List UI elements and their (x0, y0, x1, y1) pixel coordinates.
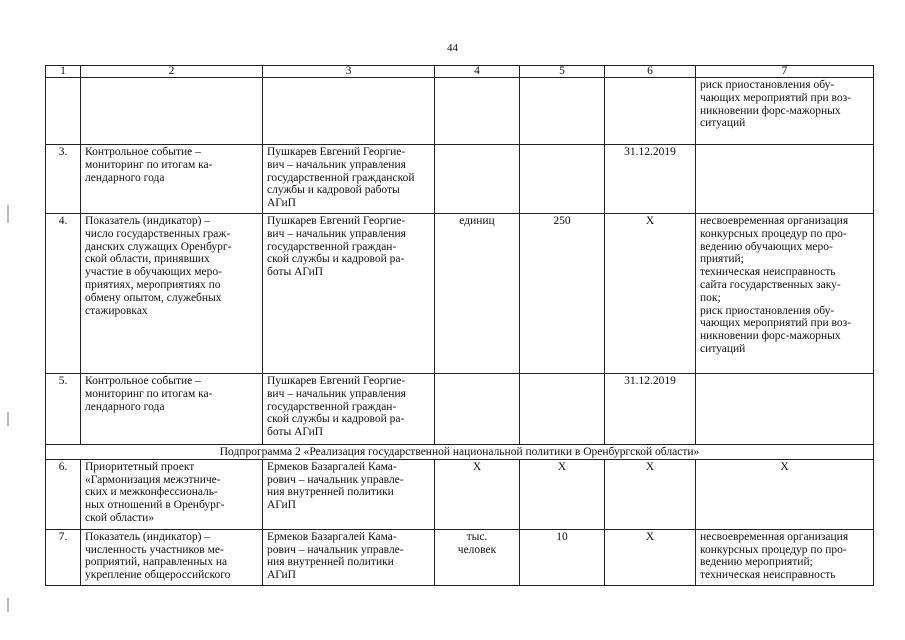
event-name: Показатель (индикатор) – число государственных граж- данских служащих Оренбург- ской области, принявших участие в обучающих меро- приятиях, мероприятиях по обмену опытом, служебных стажировках (81, 214, 263, 374)
unit (435, 78, 520, 145)
page-number: 44 (447, 42, 458, 54)
table-row (46, 214, 874, 374)
header-cell-3: 3 (263, 66, 435, 78)
header-cell-2: 2 (81, 66, 263, 78)
row-number: 4. (46, 214, 81, 374)
header-cell-4: 4 (435, 66, 520, 78)
event-name: Показатель (индикатор) – численность участников ме- роприятий, направленных на укрепление общероссийского (81, 529, 263, 585)
unit (435, 145, 520, 214)
value: 10 (520, 529, 605, 585)
risks (696, 145, 874, 214)
value: 250 (520, 214, 605, 374)
date (605, 78, 696, 145)
responsible-person: Пушкарев Евгений Георгие- вич – начальник управления государственной граждан- ской службы и кадровой ра- боты АГиП (263, 374, 435, 445)
date: 31.12.2019 (605, 145, 696, 214)
header-cell-7: 7 (696, 66, 874, 78)
header-row (46, 66, 874, 78)
unit: Х (435, 459, 520, 529)
date: Х (605, 214, 696, 374)
risks: Х (696, 459, 874, 529)
row-number: 5. (46, 374, 81, 445)
scan-edge-mark (7, 205, 9, 223)
responsible-person: Пушкарев Евгений Георгие- вич – начальник управления государственной гражданской службы и кадровой работы АГиП (263, 145, 435, 214)
value (520, 374, 605, 445)
header-cell-5: 5 (520, 66, 605, 78)
responsible-person: Ермеков Базаргалей Кама- рович – начальник управле- ния внутренней политики АГиП (263, 529, 435, 585)
unit: единиц (435, 214, 520, 374)
unit (435, 374, 520, 445)
table-row (46, 374, 874, 445)
header-cell-1: 1 (46, 66, 81, 78)
subprogram-row (46, 445, 874, 460)
event-name: Контрольное событие – мониторинг по итогам ка- лендарного года (81, 374, 263, 445)
risks: риск приостановления обу- чающих мероприятий при воз- никновении форс-мажорных ситуаций (696, 78, 874, 145)
date: 31.12.2019 (605, 374, 696, 445)
event-name: Контрольное событие – мониторинг по итогам ка- лендарного года (81, 145, 263, 214)
table-row (46, 529, 874, 585)
responsible-person: Пушкарев Евгений Георгие- вич – начальник управления государственной граждан- ской службы и кадровой ра- боты АГиП (263, 214, 435, 374)
date: Х (605, 459, 696, 529)
program-table (45, 65, 874, 586)
risks: несвоевременная организация конкурсных процедур по про- ведению обучающих меро- приятий; техническая неисправность сайта государственных заку- пок; риск приостановления обу- чающих мероприятий при воз- никновении форс-мажорных ситуаций (696, 214, 874, 374)
responsible-person (263, 78, 435, 145)
scan-edge-mark (7, 598, 9, 612)
table-row (46, 145, 874, 214)
table-row (46, 459, 874, 529)
table-row (46, 78, 874, 145)
scan-edge-mark (7, 412, 9, 426)
row-number: 3. (46, 145, 81, 214)
date: Х (605, 529, 696, 585)
event-name (81, 78, 263, 145)
responsible-person: Ермеков Базаргалей Кама- рович – начальник управле- ния внутренней политики АГиП (263, 459, 435, 529)
value (520, 78, 605, 145)
subprogram-title: Подпрограмма 2 «Реализация государственной национальной политики в Оренбургской области» (46, 445, 874, 460)
value (520, 145, 605, 214)
header-cell-6: 6 (605, 66, 696, 78)
value: Х (520, 459, 605, 529)
unit: тыс. человек (435, 529, 520, 585)
row-number: 7. (46, 529, 81, 585)
risks: несвоевременная организация конкурсных процедур по про- ведению мероприятий; техническая неисправность (696, 529, 874, 585)
event-name: Приоритетный проект «Гармонизация межэтниче- ских и межконфессиональ- ных отношений в Оренбург- ской области» (81, 459, 263, 529)
row-number (46, 78, 81, 145)
risks (696, 374, 874, 445)
row-number: 6. (46, 459, 81, 529)
